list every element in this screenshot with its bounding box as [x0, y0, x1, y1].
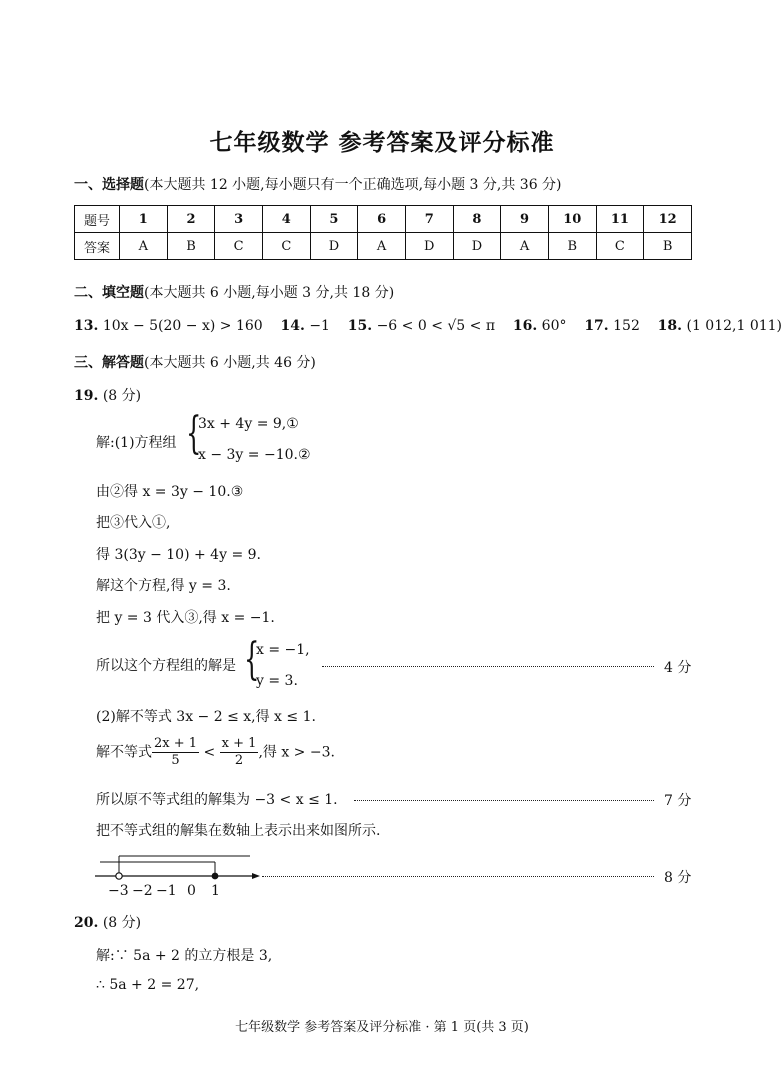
section-solve-heading	[74, 352, 316, 372]
table-answer: A	[501, 233, 549, 260]
table-answer: C	[262, 233, 310, 260]
table-number: 4	[262, 206, 310, 233]
table-answer: B	[167, 233, 215, 260]
table-number: 9	[501, 206, 549, 233]
q19-eq1: 3x + 4y = 9,①	[198, 416, 299, 432]
q15-number: 15.	[347, 318, 373, 334]
q19-step1: 由②得 x = 3y − 10.③	[96, 484, 244, 500]
tick-label: 1	[211, 883, 220, 899]
table-answer: B	[548, 233, 596, 260]
section-solve-desc: (本大题共 6 小题,共 46 分)	[144, 355, 316, 371]
section-choice-label: 一、选择题	[74, 177, 144, 193]
tick-label: −3	[108, 883, 129, 899]
tick-label: −1	[156, 883, 177, 899]
table-number: 1	[120, 206, 168, 233]
q19-eq2: x − 3y = −10.②	[198, 447, 311, 463]
tick-label: −2	[132, 883, 153, 899]
table-answer: A	[120, 233, 168, 260]
q19-step6: 所以这个方程组的解是	[96, 658, 236, 674]
table-answer: B	[644, 233, 692, 260]
table-number: 10	[548, 206, 596, 233]
q19-step4: 解这个方程,得 y = 3.	[96, 578, 231, 594]
table-answer-label: 答案	[75, 233, 120, 260]
score-8: 8 分	[664, 870, 692, 886]
q19-part3	[96, 736, 335, 769]
q19-number: 19.	[74, 388, 99, 404]
table-number: 7	[405, 206, 453, 233]
section-fill-desc: (本大题共 6 小题,每小题 3 分,共 18 分)	[144, 285, 395, 301]
table-number: 5	[310, 206, 358, 233]
section-solve-label: 三、解答题	[74, 355, 144, 371]
table-number: 3	[215, 206, 263, 233]
q19-part4: 所以原不等式组的解集为 −3 < x ≤ 1.	[96, 792, 338, 808]
q18-answer: (1 012,1 011)	[686, 318, 782, 334]
score-4: 4 分	[664, 660, 692, 676]
fill-answers-line	[74, 318, 782, 334]
table-number: 11	[596, 206, 644, 233]
q15-answer: −6 < 0 < √5 < π	[376, 318, 496, 334]
q13-number: 13.	[74, 318, 99, 334]
dotted-leader	[354, 800, 654, 801]
q19-intro: 解:(1)方程组	[96, 435, 177, 451]
section-choice-heading	[74, 174, 562, 194]
tick-label: 0	[187, 883, 196, 899]
q16-number: 16.	[512, 318, 538, 334]
q19-heading	[74, 385, 141, 405]
q19-step3: 得 3(3y − 10) + 4y = 9.	[96, 547, 261, 563]
dotted-leader	[322, 666, 654, 667]
table-answer: D	[453, 233, 501, 260]
q17-number: 17.	[584, 318, 609, 334]
table-answer: C	[215, 233, 263, 260]
table-answer: A	[358, 233, 406, 260]
q18-number: 18.	[657, 318, 683, 334]
fraction-2	[220, 736, 259, 769]
system-brace-1: {	[186, 408, 202, 459]
closed-point	[212, 873, 219, 880]
q20-step1: 解:∵ 5a + 2 的立方根是 3,	[96, 948, 273, 964]
q19-points: (8 分)	[102, 388, 142, 404]
number-line-arrow	[252, 873, 260, 879]
q13-answer: 10x − 5(20 − x) > 160	[102, 318, 263, 334]
q19-step5: 把 y = 3 代入③,得 x = −1.	[96, 610, 275, 626]
page-footer: 七年级数学 参考答案及评分标准 · 第 1 页(共 3 页)	[235, 1020, 529, 1035]
answer-table	[74, 205, 692, 260]
q20-step2: ∴ 5a + 2 = 27,	[96, 977, 200, 993]
table-number: 2	[167, 206, 215, 233]
fraction-2-num: x + 1	[221, 736, 257, 751]
table-answer: C	[596, 233, 644, 260]
q19-step2: 把③代入①,	[96, 515, 171, 531]
q20-points: (8 分)	[102, 915, 142, 931]
q19-part3-lead: 解不等式	[96, 744, 152, 761]
score-7: 7 分	[664, 793, 692, 809]
fraction-1	[152, 736, 199, 769]
q20-heading	[74, 912, 141, 932]
answer-table-answer-row	[75, 233, 692, 260]
q14-number: 14.	[280, 318, 305, 334]
q17-answer: 152	[613, 318, 640, 334]
table-answer: D	[405, 233, 453, 260]
fraction-2-den: 2	[234, 753, 244, 768]
q19-solution-x: x = −1,	[256, 642, 310, 658]
table-number: 12	[644, 206, 692, 233]
open-point	[116, 873, 122, 879]
table-answer: D	[310, 233, 358, 260]
q19-part3-tail: ,得 x > −3.	[258, 744, 335, 761]
q20-number: 20.	[74, 915, 99, 931]
q19-part2: (2)解不等式 3x − 2 ≤ x,得 x ≤ 1.	[96, 709, 316, 725]
fraction-1-den: 5	[171, 753, 180, 768]
section-fill-label: 二、填空题	[74, 285, 144, 301]
section-fill-heading	[74, 282, 394, 302]
table-number: 6	[358, 206, 406, 233]
less-than: <	[203, 744, 216, 761]
q19-part5: 把不等式组的解集在数轴上表示出来如图所示.	[96, 823, 381, 839]
q19-solution-y: y = 3.	[256, 673, 298, 689]
q16-answer: 60°	[541, 318, 567, 334]
q14-answer: −1	[309, 318, 330, 334]
table-header-label: 题号	[75, 206, 120, 233]
fraction-1-num: 2x + 1	[154, 736, 198, 751]
table-number: 8	[453, 206, 501, 233]
page-title: 七年级数学 参考答案及评分标准	[209, 129, 555, 156]
system-brace-2: {	[244, 634, 260, 685]
answer-table-number-row	[75, 206, 692, 233]
dotted-leader	[262, 876, 654, 877]
section-choice-desc: (本大题共 12 小题,每小题只有一个正确选项,每小题 3 分,共 36 分)	[144, 177, 562, 193]
